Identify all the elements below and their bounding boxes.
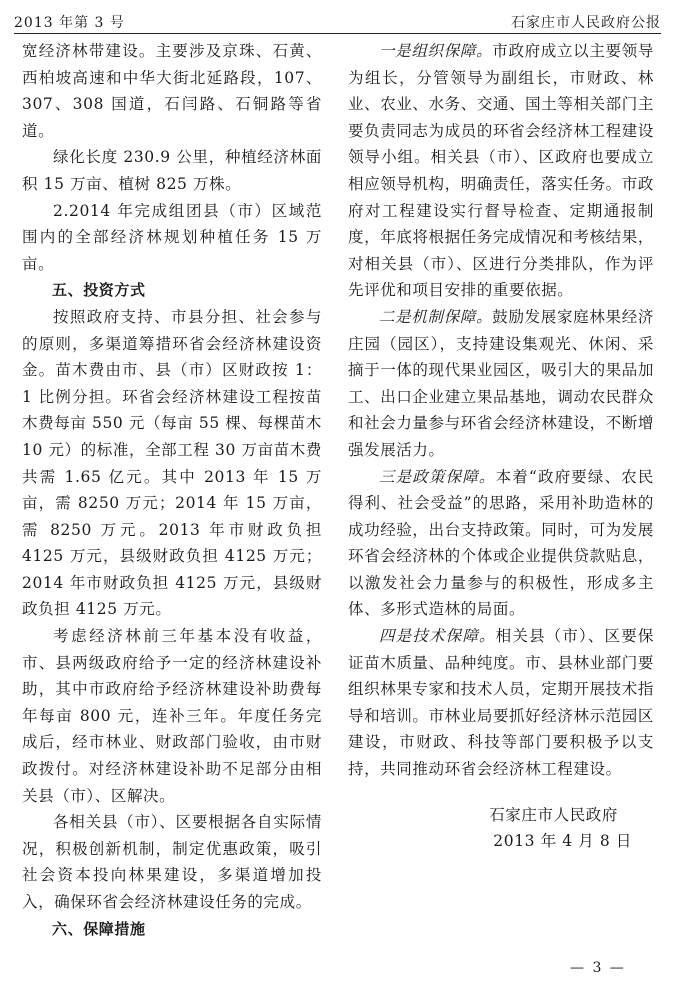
paragraph-organization [348, 38, 654, 304]
paragraph-funding: 按照政府支持、市县分担、社会参与的原则，多渠道筹措环省会经济林建设资金。苗木费由市、县（市）区财政按 1：1 比例分担。环省会经济林建设工程按苗木费每亩 550 元（每亩 55 棵、每棵苗木 10 元）的标准，全部工程 30 万亩苗木费共需 1.65 亿元。其中 2013 年 15 万亩，需 8250 万元；2014 年 15 万亩，需 8250 万元。2013 年市财政负担 4125 万元，县级财政负担 4125 万元；2014 年市财政负担 4125 万元，县级财政负担 4125 万元。 [22, 307, 322, 619]
issue-label: 2013 年第 3 号 [14, 15, 125, 31]
paragraph-2014-task: 2.2014 年完成组团县（市）区域范围内的全部经济林规划种植任务 15 万亩。 [22, 201, 322, 273]
page-number: — 3 — [570, 960, 626, 976]
body-technology: 相关县（市）、区要保证苗木质量、品种纯度。市、县林业部门要组织林果专家和技术人员，定期开展技术指导和培训。市林业局要抓好经济林示范园区建设，市财政、科技等部门要积极予以支持，共同推动环省会经济林工程建设。 [348, 627, 654, 779]
lead-technology: 四是技术保障。 [379, 627, 496, 646]
paragraph-mechanism [348, 304, 654, 464]
page-header [14, 10, 661, 32]
signature-organization: 石家庄市人民政府 [489, 805, 618, 824]
paragraph-technology [348, 623, 654, 783]
left-column [22, 38, 322, 942]
header-divider [14, 33, 661, 34]
lead-mechanism: 二是机制保障。 [379, 307, 493, 326]
lead-organization: 一是组织保障。 [379, 42, 493, 60]
paragraph-highway-belt: 宽经济林带建设。主要涉及京珠、石黄、西柏坡高速和中华大街北延路段，107、307、308 国道，石闫路、石铜路等省道。 [22, 42, 322, 140]
body-mechanism: 鼓励发展家庭林果经济庄园（园区），支持建设集观光、休闲、采摘于一体的现代果业园区，吸引大的果品加工、出口企业建立果品基地，调动农民群众和社会力量参与环省会经济林建设，不断增强发展活力。 [348, 307, 654, 459]
paragraph-policy [348, 464, 654, 624]
body-policy: 本着“政府要绿、农民得利、社会受益”的思路，采用补助造林的成功经验，出台支持政策。同时，可为发展环省会经济林的个体或企业提供贷款贴息，以激发社会力量参与的积极性，形成多主体、多形式造林的局面。 [348, 467, 654, 619]
signature-date: 2013 年 4 月 8 日 [493, 832, 632, 851]
right-column [348, 38, 654, 855]
section-heading-safeguards: 六、保障措施 [52, 919, 146, 938]
section-heading-investment: 五、投资方式 [52, 281, 146, 300]
publication-title: 石家庄市人民政府公报 [511, 15, 661, 31]
paragraph-subsidy: 考虑经济林前三年基本没有收益，市、县两级政府给予一定的经济林建设补助，其中市政府给予经济林建设补助费每年每亩 800 元，连补三年。年度任务完成后，经市林业、财政部门验收，由市财政拨付。对经济林建设补助不足部分由相关县（市）、区解决。 [22, 627, 322, 805]
lead-policy: 三是政策保障。 [379, 467, 496, 486]
paragraph-greening-length: 绿化长度 230.9 公里，种植经济林面积 15 万亩、植树 825 万株。 [22, 148, 322, 193]
body-organization: 市政府成立以主要领导为组长，分管领导为副组长，市财政、林业、农业、水务、交通、国土等相关部门主要负责同志为成员的环省会经济林工程建设领导小组。相关县（市）、区政府也要成立相应领导机构，明确责任，落实任务。市政府对工程建设实行督导检查、定期通报制度，年底将根据任务完成情况和考核结果，对相关县（市）、区进行分类排队，作为评先评优和项目安排的重要依据。 [348, 42, 654, 300]
paragraph-innovation: 各相关县（市）、区要根据各自实际情况，积极创新机制，制定优惠政策，吸引社会资本投向林果建设，多渠道增加投入，确保环省会经济林建设任务的完成。 [22, 813, 322, 911]
